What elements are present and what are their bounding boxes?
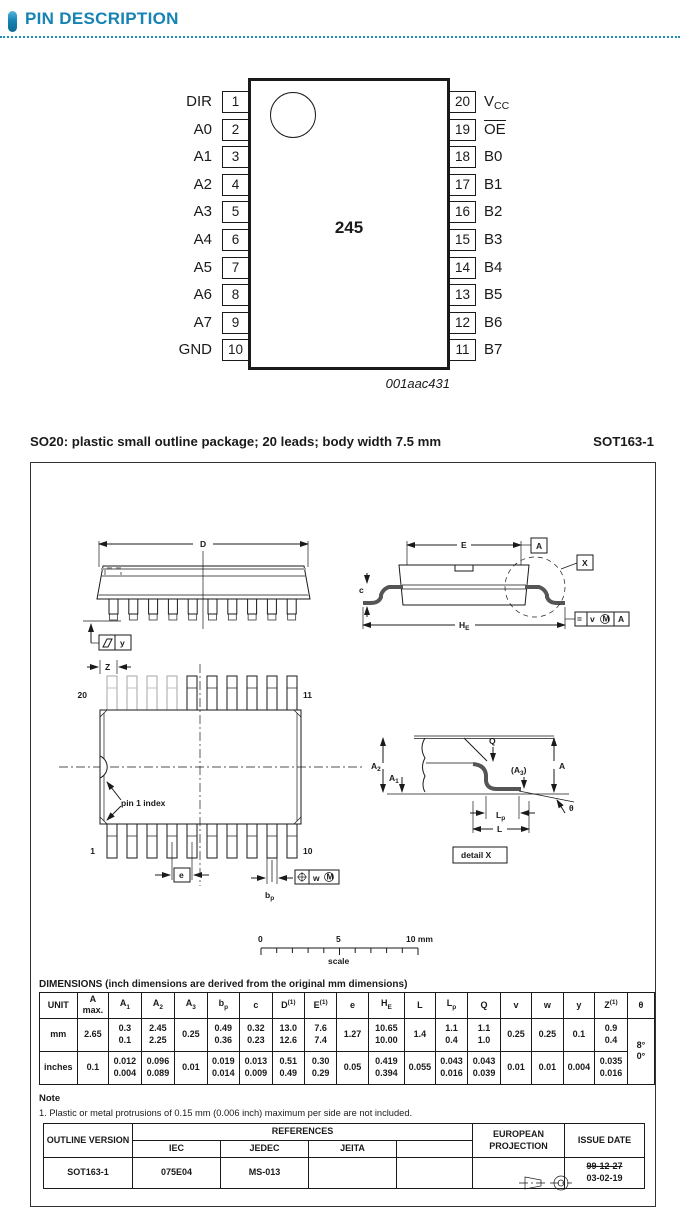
pin-label-V: $V_{CC}$ <box>484 93 510 112</box>
dims-cell: 0.51 0.49 <box>272 1051 304 1084</box>
pin1-index-label: pin 1 index <box>121 798 166 808</box>
dims-header-cell: A max. <box>77 993 109 1019</box>
dims-cell: 0.25 <box>532 1018 563 1051</box>
section-marker-icon <box>8 11 17 32</box>
scale-ten: 10 mm <box>406 934 433 944</box>
pin1-indicator-circle <box>270 92 316 138</box>
pin1-label: 1 <box>90 846 95 856</box>
dims-cell: 0.01 <box>175 1051 207 1084</box>
dims-header-cell: L <box>405 993 436 1019</box>
dims-header-cell: $E^{(1)}$ <box>304 993 336 1019</box>
dim-label-bp: b <box>265 890 271 900</box>
chip-label: 245 <box>334 218 364 237</box>
dims-header-cell: $A_1$ <box>109 993 142 1019</box>
dims-cell: 1.27 <box>337 1018 368 1051</box>
issue-date-old: 99-12-27 <box>586 1161 623 1172</box>
dims-header-cell: $D^{(1)}$ <box>272 993 304 1019</box>
note-label: Note <box>39 1093 61 1104</box>
dim-label-e: e <box>179 870 184 880</box>
dims-row-mm <box>40 1018 655 1051</box>
dims-cell: 0.035 0.016 <box>595 1051 628 1084</box>
svg-text:bp: $b_p$ <box>265 890 275 902</box>
pin-number-box: 12 <box>449 312 476 334</box>
dims-header-cell: $Z^{(1)}$ <box>595 993 628 1019</box>
pin-label-A5: A5 <box>193 258 212 276</box>
dim-label-HE: H <box>459 620 466 630</box>
dims-cell: 0.3 0.1 <box>109 1018 142 1051</box>
dims-cell: 0.32 0.23 <box>240 1018 273 1051</box>
pin-number-box: 3 <box>222 146 249 168</box>
svg-text:M: M <box>326 871 334 882</box>
references-table <box>43 1123 645 1189</box>
first-angle-projection-icon <box>519 1173 581 1195</box>
pin-number-box: 2 <box>222 119 249 141</box>
pin-label-B5: B5 <box>484 286 503 304</box>
dims-cell: 13.0 12.6 <box>272 1018 304 1051</box>
mmc-symbol: M <box>602 613 610 624</box>
scale-caption: scale <box>328 956 350 966</box>
pin-number-box: 14 <box>449 257 476 279</box>
dims-cell: 0.25 <box>500 1018 531 1051</box>
side-view-drawing <box>81 533 341 655</box>
dims-row-inches <box>40 1051 655 1084</box>
svg-text:(A3): $(A_3)$ <box>511 765 527 777</box>
references-header: REFERENCES <box>133 1124 473 1141</box>
pin-number-box: 4 <box>222 174 249 196</box>
svg-text:w: w <box>313 873 320 883</box>
dims-header-cell: θ <box>627 993 654 1019</box>
dim-label-A1: A <box>389 773 396 783</box>
top-view-drawing <box>59 656 364 906</box>
pin-number-box: 10 <box>222 339 249 361</box>
dims-cell: 0.25 <box>175 1018 207 1051</box>
svg-text:v: v <box>590 614 595 624</box>
dims-cell: 0.019 0.014 <box>207 1051 240 1084</box>
pin-label-A6: A6 <box>193 286 212 304</box>
jeita-value <box>309 1158 397 1189</box>
dims-cell: 1.1 0.4 <box>435 1018 468 1051</box>
page-title: PIN DESCRIPTION <box>25 9 179 28</box>
dims-cell: 0.004 <box>563 1051 595 1084</box>
svg-text:A1: $A_1$ <box>389 773 399 785</box>
datum-label-y: y <box>120 638 125 648</box>
svg-text:A2: $A_2$ <box>371 761 381 773</box>
pin-label-B3: B3 <box>484 231 503 248</box>
dims-cell: 0.1 <box>77 1051 109 1084</box>
dimensions-table <box>39 992 655 1085</box>
dims-header-cell: c <box>240 993 273 1019</box>
pin-number-box: 7 <box>222 257 249 279</box>
pin-number-box: 8 <box>222 284 249 306</box>
pin20-label: 20 <box>77 690 87 700</box>
figure-code: 001aac431 <box>385 376 450 391</box>
dims-header-cell: $H_E$ <box>368 993 404 1019</box>
dims-header-row <box>40 993 655 1019</box>
note-item: 1. Plastic or metal protrusions of 0.15 mm (0.006 inch) maximum per side are not included. <box>39 1108 413 1118</box>
svg-text:HE: $H_E$ <box>459 620 470 632</box>
pin-number-box: 16 <box>449 201 476 223</box>
pin-label-OE: OE <box>484 120 506 138</box>
pin-number-box: 5 <box>222 201 249 223</box>
pin-number-box: 1 <box>222 91 249 113</box>
dims-header-cell: v <box>500 993 531 1019</box>
dims-header-cell: y <box>563 993 595 1019</box>
dims-theta-cell: 8° 0° <box>627 1018 654 1084</box>
dims-cell: 0.30 0.29 <box>304 1051 336 1084</box>
pin-label-B6: B6 <box>484 313 503 331</box>
pin11-label: 11 <box>303 690 312 700</box>
dims-cell: 2.45 2.25 <box>141 1018 175 1051</box>
pin-number-box: 6 <box>222 229 249 251</box>
dims-cell: 7.6 7.4 <box>304 1018 336 1051</box>
dims-cell: 0.419 0.394 <box>368 1051 404 1084</box>
pin-label-A2: A2 <box>193 175 212 193</box>
dotted-divider <box>0 36 680 38</box>
dim-label-D: D <box>200 539 207 549</box>
pin-label-A4: A4 <box>193 231 212 248</box>
dims-header-cell: e <box>337 993 368 1019</box>
pin-label-A1: A1 <box>193 148 212 166</box>
dim-label-A2: A <box>371 761 378 771</box>
issue-date-new: 03-02-19 <box>586 1173 623 1183</box>
dim-label-Z: Z <box>105 662 111 672</box>
pin-label-A7: A7 <box>193 313 212 331</box>
pin-number-box: 20 <box>449 91 476 113</box>
pin-label-GND: GND <box>178 341 212 359</box>
dims-cell: 0.01 <box>532 1051 563 1084</box>
dims-header-cell: $L_p$ <box>435 993 468 1019</box>
pin-label-B0: B0 <box>484 148 503 166</box>
pin-number-box: 9 <box>222 312 249 334</box>
dim-label-E: E <box>461 540 467 550</box>
dims-cell: 0.9 0.4 <box>595 1018 628 1051</box>
package-title: SO20: plastic small outline package; 20 leads; body width 7.5 mm <box>30 434 442 449</box>
scale-bar <box>246 926 456 971</box>
european-projection-header: EUROPEAN PROJECTION <box>473 1124 565 1158</box>
pin-number-box: 18 <box>449 146 476 168</box>
dims-cell: 0.012 0.004 <box>109 1051 142 1084</box>
dims-cell: 10.65 10.00 <box>368 1018 404 1051</box>
dims-cell: 0.1 <box>563 1018 595 1051</box>
dims-cell: 0.013 0.009 <box>240 1051 273 1084</box>
jedec-header: JEDEC <box>221 1141 309 1158</box>
package-outline-figure <box>30 462 656 1207</box>
iec-header: IEC <box>133 1141 221 1158</box>
dims-header-cell: $b_p$ <box>207 993 240 1019</box>
dims-unit-cell: mm <box>40 1018 78 1051</box>
dim-label-Q: Q <box>489 736 496 746</box>
jeita-header: JEITA <box>309 1141 397 1158</box>
dims-cell: 0.096 0.089 <box>141 1051 175 1084</box>
end-view-drawing <box>359 525 625 645</box>
references-extra-value <box>397 1158 473 1189</box>
pin-label-B2: B2 <box>484 203 503 221</box>
datum-label-A: A <box>536 541 543 551</box>
dim-label-L: L <box>497 824 503 834</box>
dims-cell: 1.1 1.0 <box>468 1018 501 1051</box>
dim-label-c: c <box>359 585 364 595</box>
pin10-label: 10 <box>303 846 313 856</box>
pin-label-B7: B7 <box>484 341 503 359</box>
package-code: SOT163-1 <box>593 434 654 449</box>
pin-label-B1: B1 <box>484 175 503 193</box>
detail-ref-label-X: X <box>582 558 588 568</box>
dims-cell: 0.043 0.016 <box>435 1051 468 1084</box>
dims-header-cell: Q <box>468 993 501 1019</box>
issue-date-header: ISSUE DATE <box>565 1124 645 1158</box>
svg-text:Lp: $L_p$ <box>496 810 506 822</box>
references-extra-header <box>397 1141 473 1158</box>
jedec-value: MS-013 <box>221 1158 309 1189</box>
dims-cell: 0.043 0.039 <box>468 1051 501 1084</box>
pin-label-A3: A3 <box>193 203 212 221</box>
outline-version-header: OUTLINE VERSION <box>44 1124 133 1158</box>
pin-number-box: 17 <box>449 174 476 196</box>
dims-cell: 0.05 <box>337 1051 368 1084</box>
dims-cell: 2.65 <box>77 1018 109 1051</box>
pin-number-box: 11 <box>449 339 476 361</box>
scale-five: 5 <box>336 934 341 944</box>
pin-label-DIR: DIR <box>186 93 212 110</box>
outline-version-value: SOT163-1 <box>44 1158 133 1189</box>
seating-plane-symbol: = <box>577 614 582 624</box>
scale-zero: 0 <box>258 934 263 944</box>
detail-x-caption: detail X <box>461 850 492 860</box>
pin1-notch <box>100 756 107 778</box>
pin-number-box: 15 <box>449 229 476 251</box>
dims-cell: 0.055 <box>405 1051 436 1084</box>
dim-label-theta: θ <box>569 803 574 813</box>
european-projection-symbol <box>473 1158 565 1189</box>
dims-header-cell: w <box>532 993 563 1019</box>
pin-label-B4: B4 <box>484 258 503 276</box>
detail-x-drawing <box>369 701 657 876</box>
pin-number-box: 13 <box>449 284 476 306</box>
dim-label-A: A <box>559 761 566 771</box>
pin-number-box: 19 <box>449 119 476 141</box>
dimensions-title: DIMENSIONS (inch dimensions are derived from the original mm dimensions) <box>39 979 408 990</box>
dim-label-A3: (A <box>511 765 520 775</box>
svg-text:A: A <box>618 614 625 624</box>
dim-label-Lp: L <box>496 810 502 820</box>
iec-value: 075E04 <box>133 1158 221 1189</box>
pin-label-A0: A0 <box>193 120 212 138</box>
dims-header-cell: $A_3$ <box>175 993 207 1019</box>
dims-header-cell: $A_2$ <box>141 993 175 1019</box>
dims-cell: 0.01 <box>500 1051 531 1084</box>
dims-cell: 0.49 0.36 <box>207 1018 240 1051</box>
dims-header-cell: UNIT <box>40 993 78 1019</box>
dims-cell: 1.4 <box>405 1018 436 1051</box>
dims-unit-cell: inches <box>40 1051 78 1084</box>
